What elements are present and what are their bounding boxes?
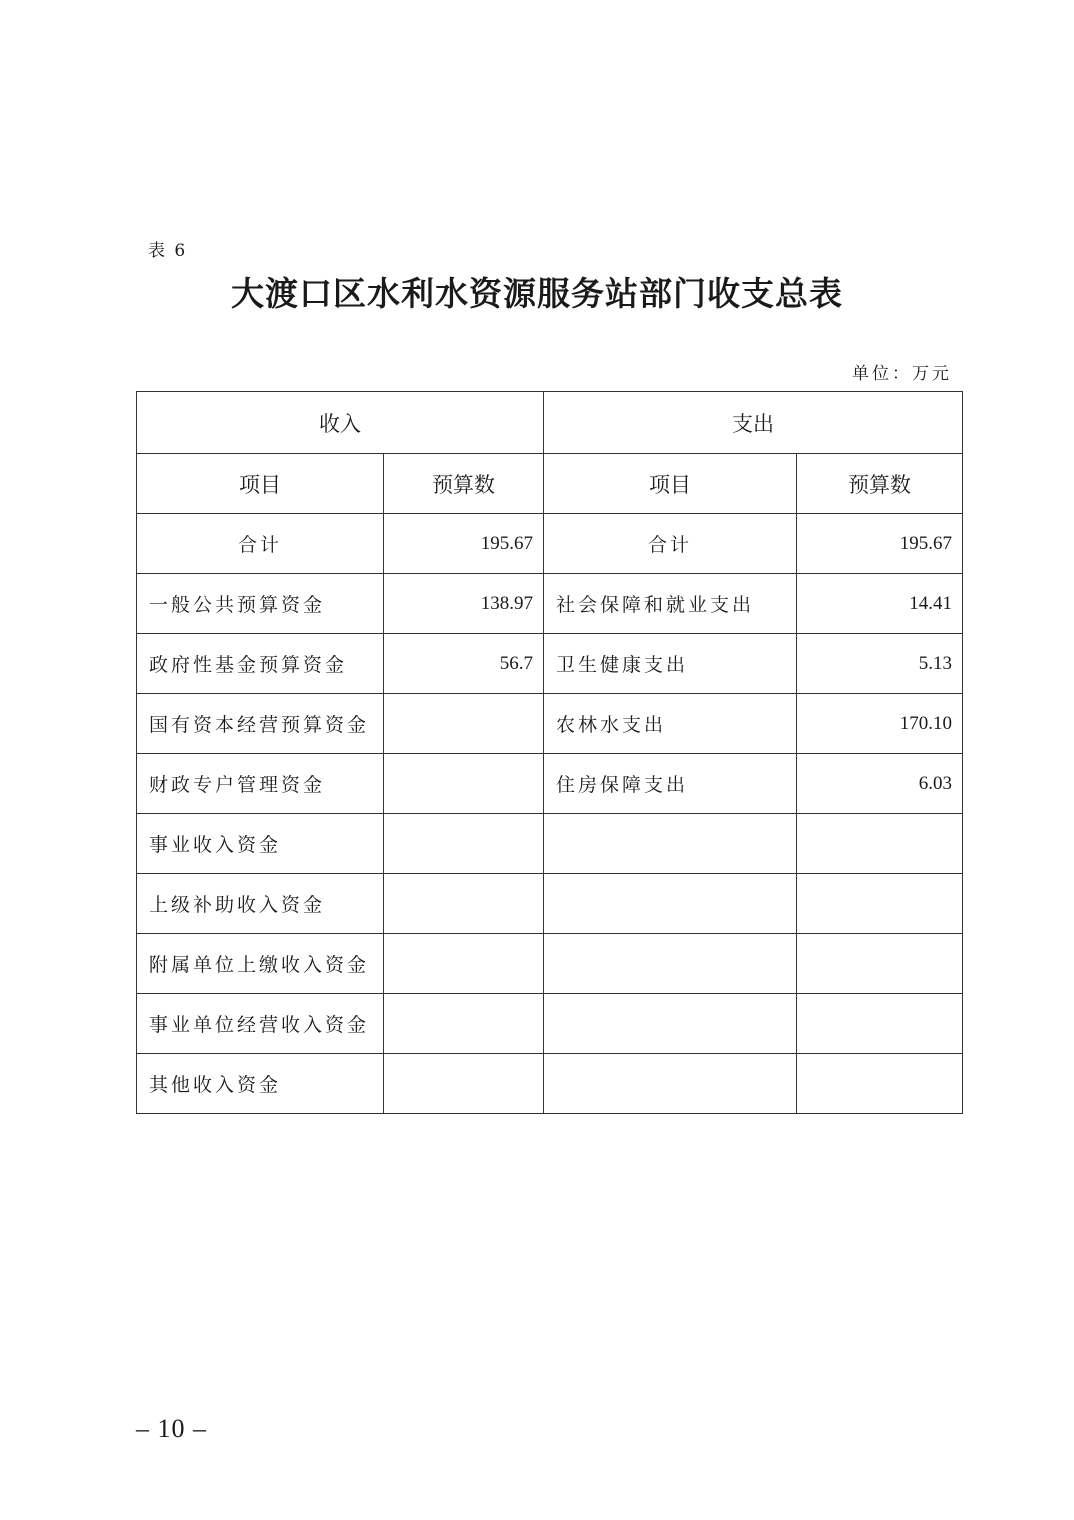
income-value-cell: 56.7 (384, 634, 544, 694)
income-value-cell (384, 994, 544, 1054)
page-number: – 10 – (136, 1414, 207, 1443)
table-row (137, 814, 963, 874)
expense-value-cell (797, 874, 963, 934)
expense-value-cell: 5.13 (797, 634, 963, 694)
expense-item-header: 项目 (544, 454, 797, 514)
income-value-cell (384, 1054, 544, 1114)
income-item-cell: 政府性基金预算资金 (137, 634, 384, 694)
expense-item-cell (544, 934, 797, 994)
expense-value-cell: 170.10 (797, 694, 963, 754)
table-label: 表 6 (148, 241, 188, 261)
table-row (137, 994, 963, 1054)
income-item-cell: 附属单位上缴收入资金 (137, 934, 384, 994)
expense-budget-header: 预算数 (797, 454, 963, 514)
table-row (137, 754, 963, 814)
income-value-cell: 138.97 (384, 574, 544, 634)
budget-summary-table (136, 391, 963, 1114)
expense-item-cell: 农林水支出 (544, 694, 797, 754)
income-item-cell: 合计 (137, 514, 384, 574)
expense-value-cell: 6.03 (797, 754, 963, 814)
income-value-cell (384, 814, 544, 874)
income-value-cell (384, 934, 544, 994)
expense-item-cell: 社会保障和就业支出 (544, 574, 797, 634)
income-item-cell: 其他收入资金 (137, 1054, 384, 1114)
expense-value-cell: 195.67 (797, 514, 963, 574)
expense-item-cell: 住房保障支出 (544, 754, 797, 814)
expense-item-cell: 卫生健康支出 (544, 634, 797, 694)
expense-item-cell: 合计 (544, 514, 797, 574)
table-row (137, 574, 963, 634)
column-header-row (137, 454, 963, 514)
expense-value-cell (797, 934, 963, 994)
income-value-cell (384, 694, 544, 754)
table-row (137, 874, 963, 934)
income-value-cell: 195.67 (384, 514, 544, 574)
table-row-total (137, 514, 963, 574)
table-row (137, 1054, 963, 1114)
income-item-header: 项目 (137, 454, 384, 514)
expense-value-cell (797, 994, 963, 1054)
expense-item-cell (544, 814, 797, 874)
table-row (137, 694, 963, 754)
income-value-cell (384, 874, 544, 934)
expense-value-cell: 14.41 (797, 574, 963, 634)
unit-label: 单位：万元 (852, 364, 952, 384)
income-item-cell: 一般公共预算资金 (137, 574, 384, 634)
expense-item-cell (544, 1054, 797, 1114)
expense-item-cell (544, 994, 797, 1054)
expense-value-cell (797, 814, 963, 874)
table-row (137, 934, 963, 994)
income-group-header: 收入 (137, 392, 544, 454)
income-item-cell: 事业单位经营收入资金 (137, 994, 384, 1054)
table-row (137, 634, 963, 694)
income-value-cell (384, 754, 544, 814)
expense-group-header: 支出 (544, 392, 963, 454)
expense-item-cell (544, 874, 797, 934)
income-item-cell: 财政专户管理资金 (137, 754, 384, 814)
group-header-row (137, 392, 963, 454)
income-item-cell: 事业收入资金 (137, 814, 384, 874)
page-title: 大渡口区水利水资源服务站部门收支总表 (231, 274, 843, 313)
expense-value-cell (797, 1054, 963, 1114)
income-item-cell: 上级补助收入资金 (137, 874, 384, 934)
income-item-cell: 国有资本经营预算资金 (137, 694, 384, 754)
income-budget-header: 预算数 (384, 454, 544, 514)
